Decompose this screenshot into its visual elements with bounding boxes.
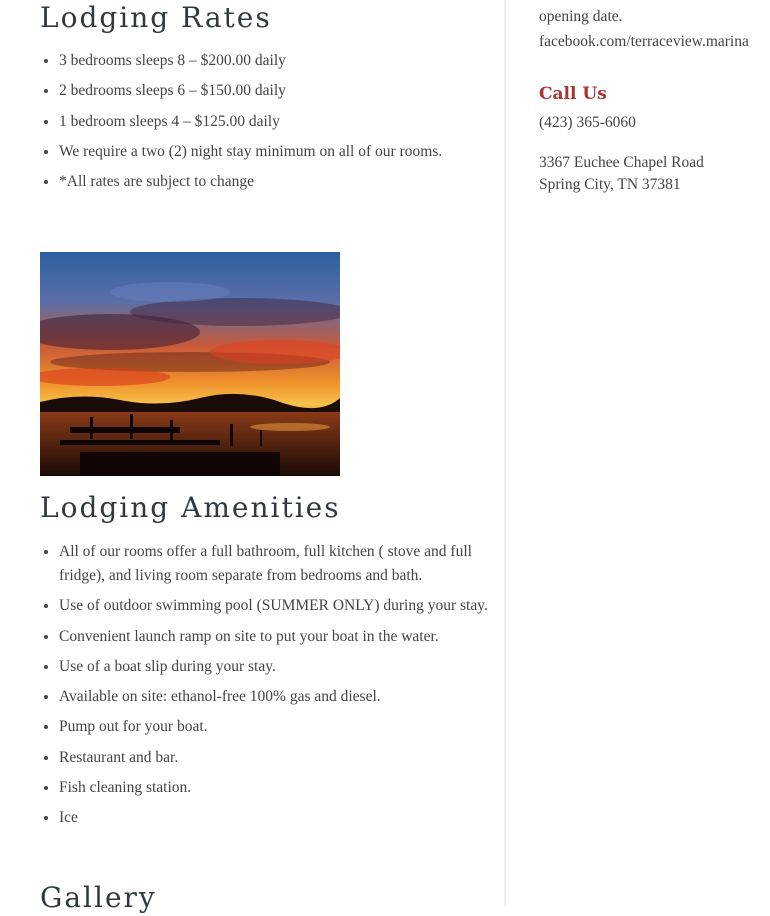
phone-number[interactable]: (423) 365-6060: [539, 114, 636, 131]
sidebar-divider: [504, 0, 506, 906]
list-item: • Use of a boat slip during your stay.: [59, 655, 509, 679]
lodging-amenities-title: Lodging Amenities: [40, 491, 341, 524]
call-us-heading: Call Us: [539, 84, 607, 104]
list-item: • 3 bedrooms sleeps 8 – $200.00 daily: [59, 49, 514, 73]
lodging-amenities-list: [40, 540, 509, 837]
list-item: • Available on site: ethanol-free 100% gas and diesel.: [59, 685, 509, 709]
address-line-1: 3367 Euchee Chapel Road: [539, 154, 704, 171]
opening-date-text: opening date.: [539, 8, 623, 25]
list-item: • Pump out for your boat.: [59, 715, 509, 739]
lodging-rates-title: Lodging Rates: [40, 1, 272, 34]
list-item: • Convenient launch ramp on site to put your boat in the water.: [59, 625, 509, 649]
list-item: • We require a two (2) night stay minimum on all of our rooms.: [59, 140, 514, 164]
gallery-title: Gallery: [40, 881, 157, 914]
list-item: • 2 bedrooms sleeps 6 – $150.00 daily: [59, 79, 514, 103]
list-item: • 1 bedroom sleeps 4 – $125.00 daily: [59, 110, 514, 134]
list-item: • Fish cleaning station.: [59, 776, 509, 800]
facebook-link[interactable]: facebook.com/terraceview.marina: [539, 33, 749, 50]
list-item: • *All rates are subject to change: [59, 170, 514, 194]
address-line-2: Spring City, TN 37381: [539, 176, 681, 193]
sunset-marina-photo: [40, 252, 340, 476]
list-item: • All of our rooms offer a full bathroom, full kitchen ( stove and full fridge), and living room separate from bedrooms and bath.: [59, 540, 509, 588]
lodging-rates-list: [40, 49, 514, 200]
list-item: • Ice: [59, 806, 509, 830]
list-item: • Restaurant and bar.: [59, 746, 509, 770]
list-item: • Use of outdoor swimming pool (SUMMER ONLY) during your stay.: [59, 594, 509, 618]
